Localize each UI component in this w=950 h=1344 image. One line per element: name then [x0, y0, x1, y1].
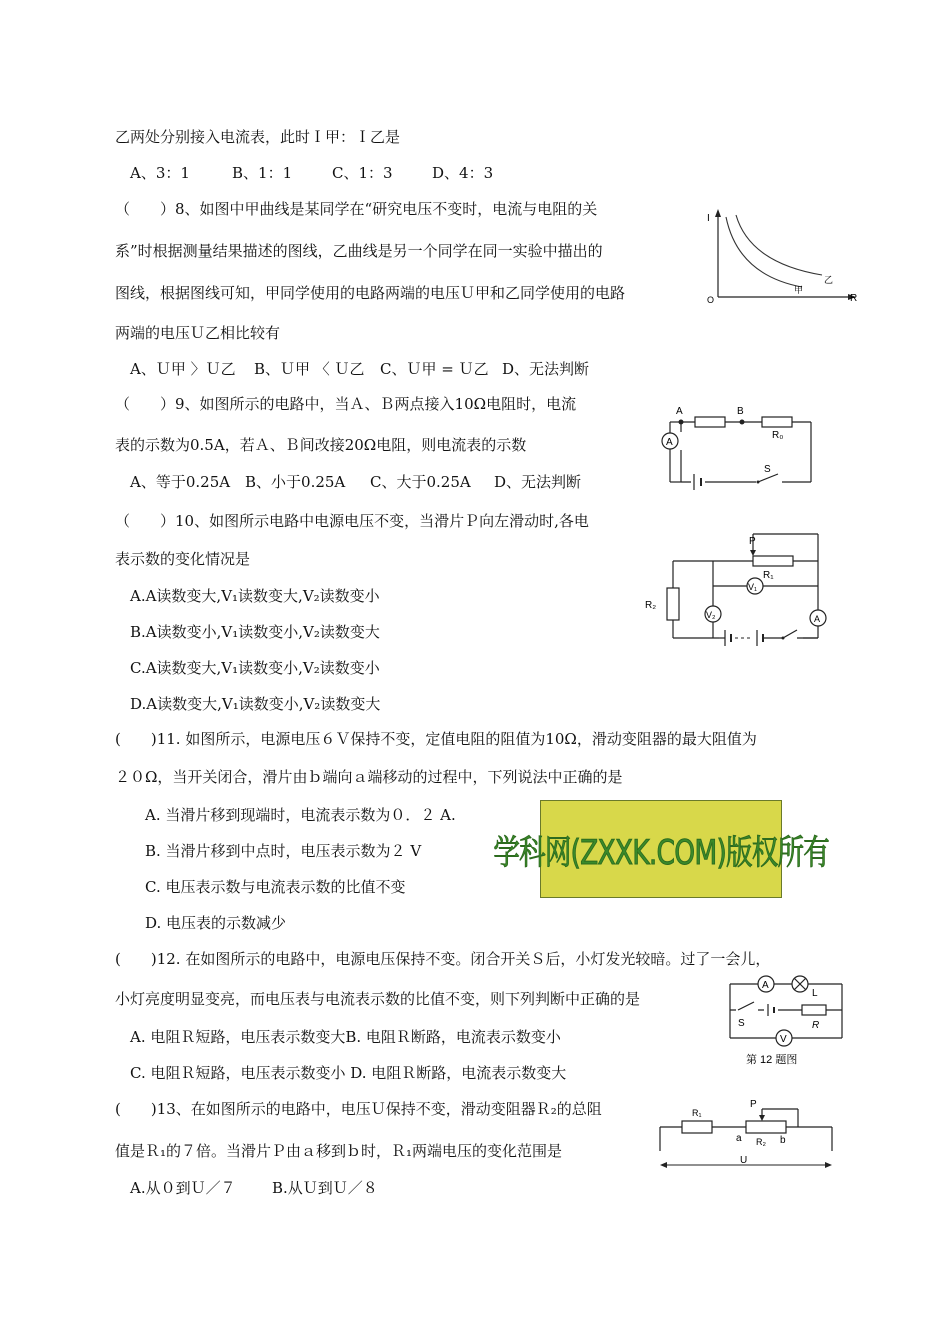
q12-ammeter-label: A [762, 980, 769, 991]
q9-option-c: C、大于0.25A [370, 473, 471, 491]
q12-figure-caption: 第 12 题图 [746, 1054, 798, 1066]
q9-point-b: B [737, 406, 744, 417]
q8-curve-yi-label: 乙 [824, 275, 834, 285]
q13-circuit-figure [656, 1093, 841, 1173]
q10-v2-label: V₂ [706, 610, 716, 620]
copyright-watermark [493, 800, 829, 898]
q13-slider-label: P [750, 1099, 757, 1110]
q9-r0-label: R₀ [772, 430, 784, 441]
q12-option-ab: A. 电阻Ｒ短路，电压表示数变大B. 电阻Ｒ断路，电流表示数变小 [130, 1028, 561, 1046]
q12-circuit-figure [724, 970, 854, 1070]
q13-voltage-label: U [740, 1155, 748, 1166]
q13-end-b-label: b [780, 1135, 786, 1146]
q10-line-2: 表示数的变化情况是 [115, 550, 251, 568]
q8-curve-jia [726, 217, 802, 287]
q10-option-a: A.A读数变大,V₁读数变大,V₂读数变小 [130, 587, 380, 605]
q8-option-c: C、Ｕ甲 = Ｕ乙 [380, 360, 489, 378]
q10-r2-label: R₂ [645, 600, 657, 611]
q7-option-c: C、1：3 [332, 164, 393, 182]
q11-option-a: A. 当滑片移到现端时，电流表示数为０．２ A. [145, 806, 456, 824]
q12-line-1: ( )12. 在如图所示的电路中，电源电压保持不变。闭合开关Ｓ后，小灯发光较暗。过了一会儿， [115, 950, 771, 968]
q9-option-d: D、无法判断 [494, 473, 582, 491]
q8-line-2: 系”时根据测量结果描述的图线，乙曲线是另一个同学在同一实验中描出的 [115, 242, 603, 260]
q11-line-2: ２０Ω，当开关闭合，滑片由ｂ端向ａ端移动的过程中，下列说法中正确的是 [115, 768, 623, 786]
q10-option-c: C.A读数变大,V₁读数变小,V₂读数变小 [130, 659, 380, 677]
q10-r1-label: R₁ [763, 570, 774, 581]
q10-circuit-figure [643, 526, 833, 666]
q11-option-b: B. 当滑片移到中点时，电压表示数为２ V [145, 842, 422, 860]
q13-r2-label: R₂ [756, 1137, 766, 1147]
q8-line-1: （ ）8、如图中甲曲线是某同学在“研究电压不变时，电流与电阻的关 [115, 200, 598, 218]
q8-curve-yi [736, 215, 822, 275]
watermark-text: 学科网(ZXXK.COM)版权所有 [493, 832, 829, 873]
q8-curve-jia-label: 甲 [794, 285, 804, 295]
q7-option-a: A、3：1 [130, 164, 190, 182]
q13-option-b: B.从Ｕ到Ｕ／８ [272, 1179, 378, 1197]
q8-graph-figure [704, 205, 864, 305]
q9-option-b: B、小于0.25A [245, 473, 346, 491]
q10-slider-label: P [749, 536, 756, 547]
q11-option-d: D. 电压表的示数减少 [145, 914, 287, 932]
q9-option-a: A、等于0.25A [130, 473, 231, 491]
q12-resistor-label: R [812, 1020, 820, 1031]
q9-point-a: A [676, 406, 683, 417]
q8-x-label: R [850, 293, 858, 304]
q8-line-4: 两端的电压Ｕ乙相比较有 [115, 324, 281, 342]
q12-switch-label: S [738, 1018, 745, 1029]
q8-line-3: 图线，根据图线可知，甲同学使用的电路两端的电压Ｕ甲和乙同学使用的电路 [115, 284, 626, 302]
q13-line-1: ( )13、在如图所示的电路中，电压Ｕ保持不变，滑动变阻器Ｒ₂的总阻 [115, 1100, 602, 1118]
q8-y-label: I [707, 213, 710, 224]
q10-line-1: （ ）10、如图所示电路中电源电压不变，当滑片Ｐ向左滑动时,各电 [115, 512, 589, 530]
q9-switch-label: S [764, 464, 771, 475]
q10-option-b: B.A读数变小,V₁读数变小,V₂读数变大 [130, 623, 380, 641]
q9-line-2: 表的示数为0.5A，若Ａ、Ｂ间改接20Ω电阻，则电流表的示数 [115, 436, 527, 454]
q8-option-a: A、Ｕ甲 〉Ｕ乙 [130, 360, 236, 378]
q12-voltmeter-label: V [780, 1034, 787, 1045]
q13-r1-label: R₁ [692, 1108, 702, 1118]
q8-origin-label: O [707, 295, 715, 305]
q13-option-a: A.从０到Ｕ／７ [130, 1179, 236, 1197]
q8-option-b: B、Ｕ甲 〈 Ｕ乙 [254, 360, 365, 378]
q9-ammeter-label: A [666, 437, 673, 448]
q9-line-1: （ ）9、如图所示的电路中，当Ａ、Ｂ两点接入10Ω电阻时，电流 [115, 395, 577, 413]
q12-line-2: 小灯亮度明显变亮，而电压表与电流表示数的比值不变，则下列判断中正确的是 [115, 990, 641, 1008]
q12-option-cd: C. 电阻Ｒ短路，电压表示数变小 D. 电阻Ｒ断路，电流表示数变大 [130, 1064, 567, 1082]
q10-ammeter-label: A [814, 614, 821, 624]
q10-option-d: D.A读数变大,V₁读数变小,V₂读数变大 [130, 695, 381, 713]
q13-end-a-label: a [736, 1133, 742, 1144]
q12-lamp-label: L [812, 988, 818, 999]
q11-option-c: C. 电压表示数与电流表示数的比值不变 [145, 878, 406, 896]
q7-stem: 乙两处分别接入电流表，此时Ｉ甲：Ｉ乙是 [115, 128, 401, 146]
q9-circuit-figure [656, 402, 831, 494]
q13-line-2: 值是Ｒ₁的７倍。当滑片Ｐ由ａ移到ｂ时，Ｒ₁两端电压的变化范围是 [115, 1142, 563, 1160]
q7-option-d: D、4：3 [432, 164, 494, 182]
q11-line-1: ( )11. 如图所示，电源电压６Ｖ保持不变，定值电阻的阻值为10Ω，滑动变阻器的最大阻值为 [115, 730, 757, 748]
q8-option-d: D、无法判断 [502, 360, 590, 378]
q7-option-b: B、1：1 [232, 164, 293, 182]
q10-v1-label: V₁ [748, 582, 758, 592]
